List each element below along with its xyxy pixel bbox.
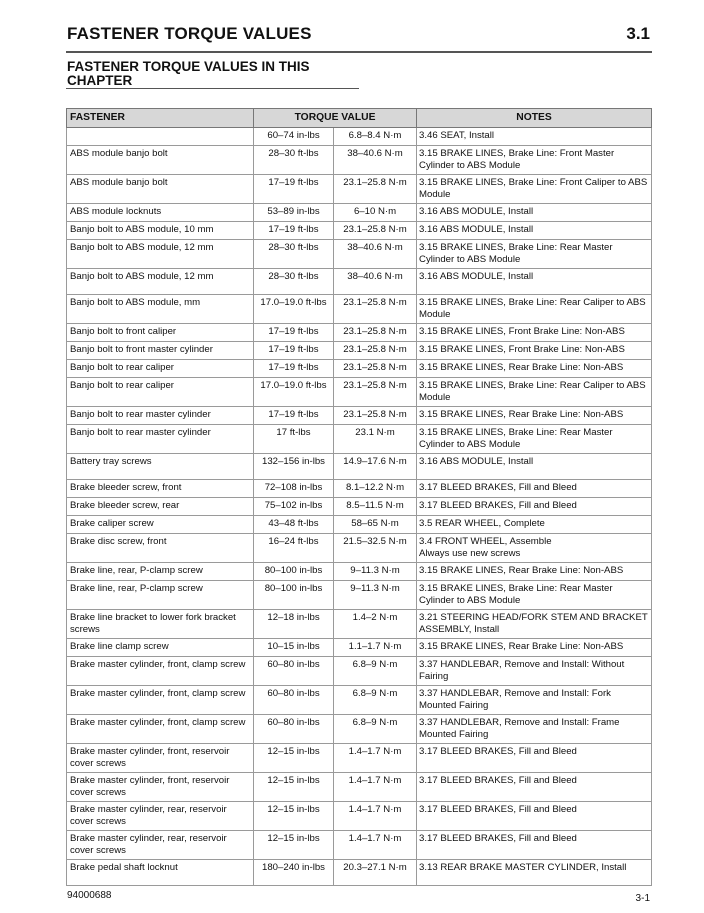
torque-metric-cell: 38–40.6 N·m bbox=[334, 269, 417, 295]
table-row bbox=[67, 240, 652, 269]
notes-cell: 3.15 BRAKE LINES, Rear Brake Line: Non-ABS bbox=[417, 563, 652, 581]
notes-cell: 3.17 BLEED BRAKES, Fill and Bleed bbox=[417, 773, 652, 802]
notes-cell: 3.15 BRAKE LINES, Brake Line: Rear Master Cylinder to ABS Module bbox=[417, 240, 652, 269]
torque-imperial-cell: 28–30 ft-lbs bbox=[254, 146, 334, 175]
table-row bbox=[67, 581, 652, 610]
table-row bbox=[67, 686, 652, 715]
table-row bbox=[67, 744, 652, 773]
torque-imperial-cell: 17 ft-lbs bbox=[254, 425, 334, 454]
torque-imperial-cell: 16–24 ft-lbs bbox=[254, 534, 334, 563]
fastener-cell: Banjo bolt to rear master cylinder bbox=[67, 407, 254, 425]
torque-imperial-cell: 12–15 in-lbs bbox=[254, 831, 334, 860]
torque-metric-cell: 9–11.3 N·m bbox=[334, 581, 417, 610]
notes-cell: 3.37 HANDLEBAR, Remove and Install: Fork Mounted Fairing bbox=[417, 686, 652, 715]
torque-imperial-cell: 17–19 ft-lbs bbox=[254, 407, 334, 425]
torque-imperial-cell: 17.0–19.0 ft-lbs bbox=[254, 378, 334, 407]
fastener-cell: Banjo bolt to front master cylinder bbox=[67, 342, 254, 360]
table-row bbox=[67, 831, 652, 860]
notes-cell: 3.17 BLEED BRAKES, Fill and Bleed bbox=[417, 802, 652, 831]
fastener-cell: Brake master cylinder, rear, reservoir cover screws bbox=[67, 802, 254, 831]
torque-metric-cell: 23.1–25.8 N·m bbox=[334, 295, 417, 324]
table-row bbox=[67, 378, 652, 407]
torque-metric-cell: 23.1 N·m bbox=[334, 425, 417, 454]
table-row bbox=[67, 516, 652, 534]
fastener-cell: Brake master cylinder, front, clamp screw bbox=[67, 657, 254, 686]
notes-cell: 3.15 BRAKE LINES, Brake Line: Front Master Cylinder to ABS Module bbox=[417, 146, 652, 175]
torque-metric-cell: 38–40.6 N·m bbox=[334, 240, 417, 269]
fastener-cell: Banjo bolt to ABS module, 10 mm bbox=[67, 222, 254, 240]
fastener-cell: ABS module banjo bolt bbox=[67, 146, 254, 175]
fastener-cell: Brake bleeder screw, rear bbox=[67, 498, 254, 516]
table-row bbox=[67, 657, 652, 686]
notes-cell: 3.15 BRAKE LINES, Rear Brake Line: Non-ABS bbox=[417, 360, 652, 378]
torque-imperial-cell: 28–30 ft-lbs bbox=[254, 269, 334, 295]
torque-metric-cell: 1.4–1.7 N·m bbox=[334, 802, 417, 831]
fastener-cell: Brake master cylinder, rear, reservoir cover screws bbox=[67, 831, 254, 860]
torque-metric-cell: 23.1–25.8 N·m bbox=[334, 324, 417, 342]
torque-imperial-cell: 17–19 ft-lbs bbox=[254, 360, 334, 378]
table-row bbox=[67, 563, 652, 581]
column-header-torque-value: TORQUE VALUE bbox=[254, 109, 417, 128]
fastener-cell: Brake line clamp screw bbox=[67, 639, 254, 657]
fastener-cell: Brake pedal shaft locknut bbox=[67, 860, 254, 886]
fastener-cell: ABS module locknuts bbox=[67, 204, 254, 222]
fastener-cell: Brake line bracket to lower fork bracket screws bbox=[67, 610, 254, 639]
page-number: 3-1 bbox=[635, 893, 650, 904]
table-row bbox=[67, 324, 652, 342]
torque-metric-cell: 23.1–25.8 N·m bbox=[334, 342, 417, 360]
torque-imperial-cell: 60–80 in-lbs bbox=[254, 657, 334, 686]
fastener-cell: Brake master cylinder, front, clamp screw bbox=[67, 715, 254, 744]
table-row bbox=[67, 295, 652, 324]
torque-imperial-cell: 180–240 in-lbs bbox=[254, 860, 334, 886]
notes-cell bbox=[417, 534, 652, 563]
notes-cell: 3.16 ABS MODULE, Install bbox=[417, 454, 652, 480]
notes-text: 3.4 FRONT WHEEL, Assemble bbox=[419, 536, 552, 547]
torque-metric-cell: 8.5–11.5 N·m bbox=[334, 498, 417, 516]
torque-metric-cell: 6.8–9 N·m bbox=[334, 715, 417, 744]
torque-metric-cell: 1.4–1.7 N·m bbox=[334, 773, 417, 802]
torque-imperial-cell: 60–74 in-lbs bbox=[254, 128, 334, 146]
table-row bbox=[67, 534, 652, 563]
fastener-cell: Banjo bolt to ABS module, 12 mm bbox=[67, 240, 254, 269]
notes-cell: 3.17 BLEED BRAKES, Fill and Bleed bbox=[417, 480, 652, 498]
fastener-cell: Banjo bolt to rear master cylinder bbox=[67, 425, 254, 454]
torque-metric-cell: 20.3–27.1 N·m bbox=[334, 860, 417, 886]
page-title: FASTENER TORQUE VALUES bbox=[67, 24, 312, 43]
table-row bbox=[67, 342, 652, 360]
notes-cell: 3.21 STEERING HEAD/FORK STEM AND BRACKET ASSEMBLY, Install bbox=[417, 610, 652, 639]
torque-imperial-cell: 17–19 ft-lbs bbox=[254, 222, 334, 240]
table-row bbox=[67, 146, 652, 175]
torque-imperial-cell: 60–80 in-lbs bbox=[254, 715, 334, 744]
section-title: FASTENER TORQUE VALUES IN THIS CHAPTER bbox=[67, 59, 310, 88]
table-row bbox=[67, 269, 652, 295]
torque-metric-cell: 58–65 N·m bbox=[334, 516, 417, 534]
torque-imperial-cell: 17–19 ft-lbs bbox=[254, 175, 334, 204]
torque-metric-cell: 6–10 N·m bbox=[334, 204, 417, 222]
notes-cell: 3.15 BRAKE LINES, Rear Brake Line: Non-ABS bbox=[417, 407, 652, 425]
notes-cell: 3.46 SEAT, Install bbox=[417, 128, 652, 146]
fastener-cell: Banjo bolt to ABS module, mm bbox=[67, 295, 254, 324]
table-row bbox=[67, 425, 652, 454]
torque-metric-cell: 6.8–8.4 N·m bbox=[334, 128, 417, 146]
torque-imperial-cell: 60–80 in-lbs bbox=[254, 686, 334, 715]
notes-cell: 3.16 ABS MODULE, Install bbox=[417, 204, 652, 222]
table-body bbox=[67, 128, 652, 886]
fastener-cell: Brake master cylinder, front, reservoir cover screws bbox=[67, 744, 254, 773]
notes-cell: 3.17 BLEED BRAKES, Fill and Bleed bbox=[417, 498, 652, 516]
fastener-cell: Banjo bolt to ABS module, 12 mm bbox=[67, 269, 254, 295]
torque-imperial-cell: 43–48 ft-lbs bbox=[254, 516, 334, 534]
notes-cell: 3.15 BRAKE LINES, Rear Brake Line: Non-ABS bbox=[417, 639, 652, 657]
torque-imperial-cell: 17.0–19.0 ft-lbs bbox=[254, 295, 334, 324]
notes-cell: 3.37 HANDLEBAR, Remove and Install: Without Fairing bbox=[417, 657, 652, 686]
notes-cell: 3.15 BRAKE LINES, Brake Line: Rear Master Cylinder to ABS Module bbox=[417, 425, 652, 454]
torque-table bbox=[66, 108, 652, 886]
torque-imperial-cell: 53–89 in-lbs bbox=[254, 204, 334, 222]
table-row bbox=[67, 715, 652, 744]
column-header-fastener: FASTENER bbox=[67, 109, 254, 128]
notes-cell: 3.17 BLEED BRAKES, Fill and Bleed bbox=[417, 744, 652, 773]
fastener-cell bbox=[67, 128, 254, 146]
torque-metric-cell: 9–11.3 N·m bbox=[334, 563, 417, 581]
torque-imperial-cell: 17–19 ft-lbs bbox=[254, 324, 334, 342]
notes-cell: 3.16 ABS MODULE, Install bbox=[417, 222, 652, 240]
fastener-cell: Banjo bolt to front caliper bbox=[67, 324, 254, 342]
fastener-cell: Brake line, rear, P-clamp screw bbox=[67, 563, 254, 581]
table-row bbox=[67, 407, 652, 425]
section-rule bbox=[66, 88, 359, 89]
table-row bbox=[67, 802, 652, 831]
table-row bbox=[67, 222, 652, 240]
table-header-row bbox=[67, 109, 652, 128]
table-row bbox=[67, 860, 652, 886]
fastener-cell: Brake master cylinder, front, clamp screw bbox=[67, 686, 254, 715]
torque-metric-cell: 8.1–12.2 N·m bbox=[334, 480, 417, 498]
torque-metric-cell: 6.8–9 N·m bbox=[334, 657, 417, 686]
torque-metric-cell: 23.1–25.8 N·m bbox=[334, 407, 417, 425]
torque-imperial-cell: 75–102 in-lbs bbox=[254, 498, 334, 516]
torque-metric-cell: 6.8–9 N·m bbox=[334, 686, 417, 715]
table-row bbox=[67, 128, 652, 146]
fastener-cell: Banjo bolt to rear caliper bbox=[67, 378, 254, 407]
torque-metric-cell: 23.1–25.8 N·m bbox=[334, 222, 417, 240]
torque-metric-cell: 14.9–17.6 N·m bbox=[334, 454, 417, 480]
fastener-cell: ABS module banjo bolt bbox=[67, 175, 254, 204]
table-row bbox=[67, 480, 652, 498]
table-row bbox=[67, 773, 652, 802]
fastener-cell: Banjo bolt to rear caliper bbox=[67, 360, 254, 378]
fastener-cell: Brake caliper screw bbox=[67, 516, 254, 534]
torque-imperial-cell: 12–15 in-lbs bbox=[254, 744, 334, 773]
notes-cell: 3.37 HANDLEBAR, Remove and Install: Frame Mounted Fairing bbox=[417, 715, 652, 744]
torque-metric-cell: 21.5–32.5 N·m bbox=[334, 534, 417, 563]
torque-imperial-cell: 12–18 in-lbs bbox=[254, 610, 334, 639]
table-row bbox=[67, 498, 652, 516]
table-row bbox=[67, 204, 652, 222]
table-row bbox=[67, 454, 652, 480]
notes-cell: 3.13 REAR BRAKE MASTER CYLINDER, Install bbox=[417, 860, 652, 886]
torque-imperial-cell: 17–19 ft-lbs bbox=[254, 342, 334, 360]
table-row bbox=[67, 360, 652, 378]
header-rule bbox=[66, 51, 652, 53]
notes-cell: 3.15 BRAKE LINES, Front Brake Line: Non-ABS bbox=[417, 324, 652, 342]
torque-metric-cell: 1.1–1.7 N·m bbox=[334, 639, 417, 657]
notes-subtext: Always use new screws bbox=[419, 548, 521, 559]
fastener-cell: Battery tray screws bbox=[67, 454, 254, 480]
torque-metric-cell: 1.4–1.7 N·m bbox=[334, 831, 417, 860]
fastener-cell: Brake disc screw, front bbox=[67, 534, 254, 563]
torque-imperial-cell: 12–15 in-lbs bbox=[254, 802, 334, 831]
table-row bbox=[67, 610, 652, 639]
torque-imperial-cell: 132–156 in-lbs bbox=[254, 454, 334, 480]
section-number: 3.1 bbox=[626, 24, 650, 43]
notes-cell: 3.16 ABS MODULE, Install bbox=[417, 269, 652, 295]
notes-cell: 3.15 BRAKE LINES, Brake Line: Front Caliper to ABS Module bbox=[417, 175, 652, 204]
torque-imperial-cell: 80–100 in-lbs bbox=[254, 563, 334, 581]
document-number: 94000688 bbox=[67, 890, 112, 901]
torque-imperial-cell: 80–100 in-lbs bbox=[254, 581, 334, 610]
torque-imperial-cell: 10–15 in-lbs bbox=[254, 639, 334, 657]
notes-cell: 3.15 BRAKE LINES, Brake Line: Rear Master Cylinder to ABS Module bbox=[417, 581, 652, 610]
torque-metric-cell: 1.4–1.7 N·m bbox=[334, 744, 417, 773]
torque-imperial-cell: 12–15 in-lbs bbox=[254, 773, 334, 802]
torque-metric-cell: 23.1–25.8 N·m bbox=[334, 378, 417, 407]
table-row bbox=[67, 175, 652, 204]
torque-metric-cell: 1.4–2 N·m bbox=[334, 610, 417, 639]
torque-metric-cell: 23.1–25.8 N·m bbox=[334, 360, 417, 378]
torque-imperial-cell: 28–30 ft-lbs bbox=[254, 240, 334, 269]
table-row bbox=[67, 639, 652, 657]
notes-cell: 3.15 BRAKE LINES, Brake Line: Rear Caliper to ABS Module bbox=[417, 378, 652, 407]
notes-cell: 3.5 REAR WHEEL, Complete bbox=[417, 516, 652, 534]
column-header-notes: NOTES bbox=[417, 109, 652, 128]
torque-metric-cell: 23.1–25.8 N·m bbox=[334, 175, 417, 204]
fastener-cell: Brake master cylinder, front, reservoir cover screws bbox=[67, 773, 254, 802]
fastener-cell: Brake bleeder screw, front bbox=[67, 480, 254, 498]
fastener-cell: Brake line, rear, P-clamp screw bbox=[67, 581, 254, 610]
notes-cell: 3.15 BRAKE LINES, Brake Line: Rear Caliper to ABS Module bbox=[417, 295, 652, 324]
torque-imperial-cell: 72–108 in-lbs bbox=[254, 480, 334, 498]
notes-cell: 3.17 BLEED BRAKES, Fill and Bleed bbox=[417, 831, 652, 860]
notes-cell: 3.15 BRAKE LINES, Front Brake Line: Non-ABS bbox=[417, 342, 652, 360]
torque-metric-cell: 38–40.6 N·m bbox=[334, 146, 417, 175]
